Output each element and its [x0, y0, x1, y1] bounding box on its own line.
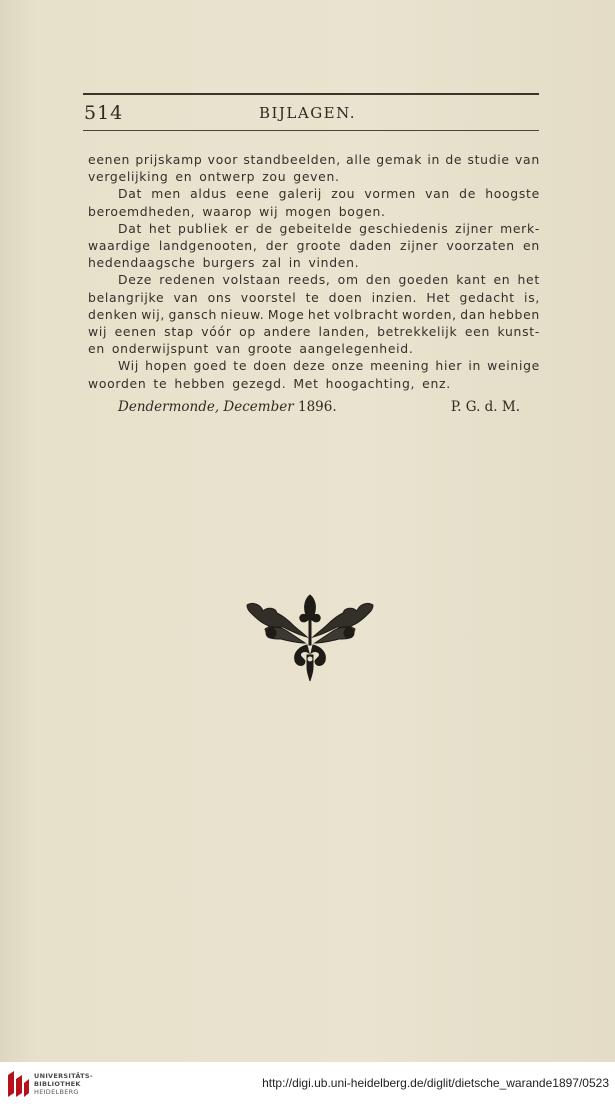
- word: bogen.: [338, 203, 386, 219]
- logo-line-2: BIBLIOTHEK: [34, 1080, 81, 1088]
- word: standbeelden,: [243, 152, 341, 167]
- word: kunst-: [497, 324, 540, 340]
- text-line: [88, 220, 540, 237]
- word: woorden: [88, 375, 147, 391]
- word: te: [305, 289, 320, 305]
- word: in: [288, 255, 302, 271]
- library-logo-text: [34, 1072, 93, 1096]
- word: te: [153, 375, 168, 391]
- word: zijner: [400, 238, 439, 254]
- text-line: [88, 375, 540, 392]
- word: de: [459, 186, 477, 202]
- word: waarop: [202, 203, 253, 219]
- word: denken: [88, 306, 138, 322]
- text-line: [88, 254, 540, 271]
- word: wij,: [141, 306, 165, 322]
- word: hoogste: [485, 186, 540, 202]
- place-date: Dendermonde, December: [118, 399, 294, 415]
- word: eene: [235, 186, 270, 202]
- word: in: [427, 152, 441, 167]
- word: van: [173, 289, 199, 305]
- text-line: [88, 357, 540, 374]
- word: inzien.: [371, 289, 418, 305]
- word: landgenooten,: [158, 238, 258, 254]
- text-line: [88, 168, 540, 185]
- word: op: [239, 324, 256, 340]
- footer-bar: [0, 1062, 615, 1107]
- text-line: [88, 289, 540, 306]
- word: wij: [88, 324, 108, 340]
- word: deze: [293, 358, 326, 374]
- fleuron-ornament-icon: [243, 585, 377, 685]
- word: geschiedenis: [359, 220, 449, 236]
- word: weinige: [487, 358, 540, 374]
- word: kant: [456, 272, 487, 288]
- word: gansch: [168, 306, 218, 322]
- word: het: [517, 272, 540, 288]
- word: belangrijke: [88, 289, 165, 305]
- word: hebben: [489, 306, 540, 322]
- word: worden,: [401, 306, 457, 322]
- word: dan: [460, 306, 486, 322]
- word: gedacht: [459, 289, 515, 305]
- word: galerij: [278, 186, 323, 202]
- word: hoogachting,: [325, 375, 416, 391]
- word: publiek: [178, 220, 229, 236]
- word: Wij: [118, 358, 139, 374]
- logo-line-1: UNIVERSITÄTS-: [34, 1072, 93, 1080]
- word: eenen: [114, 324, 157, 340]
- word: voor: [207, 152, 239, 167]
- word: zal: [262, 255, 282, 271]
- word: waardige: [88, 238, 151, 254]
- word: aldus: [190, 186, 227, 202]
- word: Deze: [118, 272, 153, 288]
- header-bottom-rule: [83, 130, 539, 131]
- word: geven.: [293, 169, 340, 185]
- word: voorstel: [240, 289, 297, 305]
- word: voorzaten: [446, 238, 515, 254]
- word: doen: [328, 289, 363, 305]
- header-top-rule: [83, 93, 539, 95]
- word: onze: [331, 358, 364, 374]
- text-line: [88, 203, 540, 220]
- word: en: [88, 341, 105, 357]
- word: goed: [193, 358, 228, 374]
- word: van: [215, 341, 241, 357]
- word: vormen: [364, 186, 416, 202]
- author-initials: P. G. d. M.: [450, 399, 520, 415]
- word: in: [468, 358, 482, 374]
- word: hier: [435, 358, 463, 374]
- word: landen,: [318, 324, 370, 340]
- word: Dat: [118, 186, 143, 202]
- word: het: [148, 220, 172, 236]
- word: er: [234, 220, 250, 236]
- word: beroemdheden,: [88, 203, 196, 219]
- word: ontwerp: [199, 169, 256, 185]
- word: wij: [259, 203, 279, 219]
- word: ons: [207, 289, 232, 305]
- word: Met: [293, 375, 319, 391]
- word: het: [307, 306, 331, 322]
- word: een: [464, 324, 491, 340]
- word: stap: [164, 324, 194, 340]
- word: nieuw.: [220, 306, 265, 322]
- word: hebben: [174, 375, 226, 391]
- body-text: [88, 151, 540, 392]
- word: merk-: [500, 220, 540, 236]
- word: mogen: [285, 203, 332, 219]
- page-number: 514: [84, 102, 124, 124]
- word: de: [255, 220, 273, 236]
- running-head: BIJLAGEN.: [258, 104, 357, 122]
- library-logo-icon: [6, 1069, 30, 1099]
- text-line: [88, 271, 540, 288]
- word: gezegd.: [232, 375, 287, 391]
- word: onderwijspunt: [111, 341, 209, 357]
- word: alle: [346, 152, 372, 167]
- text-line: [88, 323, 540, 340]
- word: enz.: [422, 375, 451, 391]
- word: van: [515, 152, 540, 167]
- word: hedendaagsche: [88, 255, 196, 271]
- text-line: [88, 185, 540, 202]
- word: vóór: [201, 324, 232, 340]
- text-line: [88, 151, 540, 168]
- word: doen: [253, 358, 287, 374]
- word: eenen: [88, 152, 131, 167]
- word: zou: [262, 169, 287, 185]
- word: goeden: [398, 272, 450, 288]
- word: Het: [426, 289, 451, 305]
- word: van: [425, 186, 450, 202]
- word: Dat: [118, 220, 143, 236]
- word: de: [445, 152, 463, 167]
- word: meening: [370, 358, 430, 374]
- word: en: [523, 238, 540, 254]
- word: redenen: [159, 272, 216, 288]
- year: 1896.: [297, 399, 337, 415]
- word: gemak: [376, 152, 423, 167]
- source-url-link[interactable]: http://digi.ub.uni-heidelberg.de/diglit/dietsche_warande1897/0523: [262, 1076, 609, 1090]
- word: en: [175, 169, 193, 185]
- word: volstaan: [222, 272, 281, 288]
- word: daden: [349, 238, 392, 254]
- word: en: [493, 272, 511, 288]
- word: prijskamp: [135, 152, 203, 167]
- word: om: [337, 272, 359, 288]
- word: aangelegenheid.: [299, 341, 414, 357]
- word: studie: [467, 152, 510, 167]
- word: groote: [296, 238, 342, 254]
- word: gebeitelde: [279, 220, 353, 236]
- text-line: [88, 340, 540, 357]
- word: zijner: [455, 220, 494, 236]
- word: groote: [247, 341, 293, 357]
- word: is,: [524, 289, 540, 305]
- word: men: [151, 186, 181, 202]
- text-line: [88, 237, 540, 254]
- logo-line-3: HEIDELBERG: [34, 1088, 79, 1096]
- word: volbracht: [333, 306, 399, 322]
- word: hopen: [145, 358, 188, 374]
- word: zou: [331, 186, 356, 202]
- word: andere: [263, 324, 312, 340]
- word: Moge: [267, 306, 305, 322]
- word: vinden.: [308, 255, 360, 271]
- word: te: [233, 358, 248, 374]
- word: reeds,: [288, 272, 331, 288]
- word: den: [365, 272, 392, 288]
- word: betrekkelijk: [377, 324, 458, 340]
- text-line: [88, 306, 540, 323]
- signature-line: [118, 399, 520, 415]
- word: der: [265, 238, 289, 254]
- word: burgers: [202, 255, 256, 271]
- word: vergelijking: [88, 169, 169, 185]
